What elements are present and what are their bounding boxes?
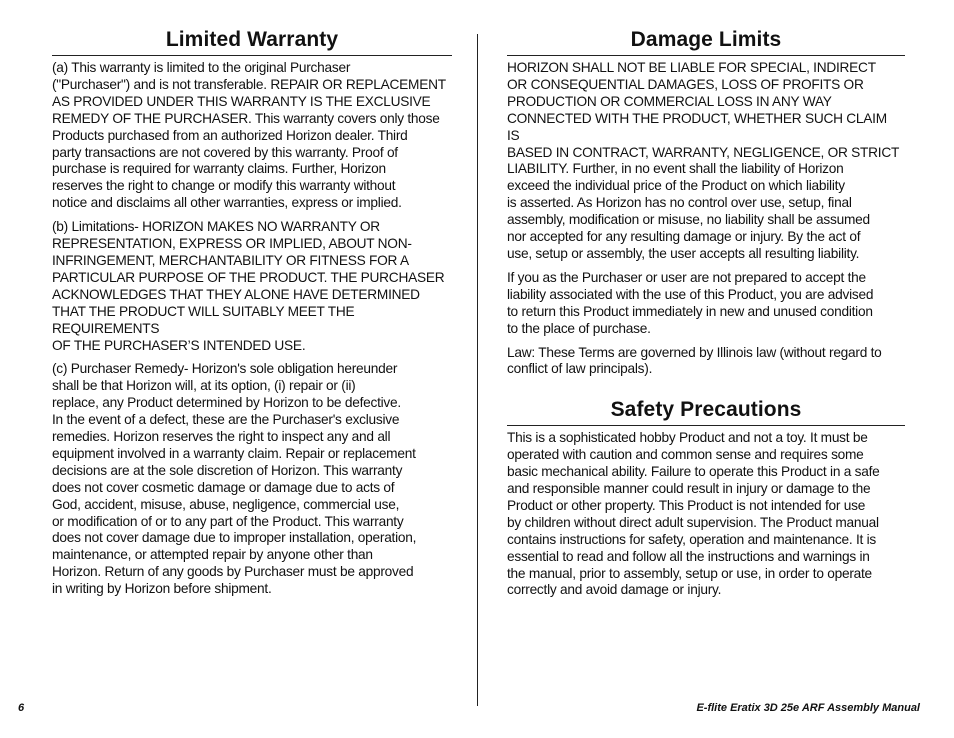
- warranty-paragraph-b: (b) Limitations- HORIZON MAKES NO WARRANTY OR REPRESENTATION, EXPRESS OR IMPLIED, ABOUT NON- INFRINGEMENT, MERCHANTABILITY OR FITNESS FOR A PARTICULAR PURPOSE OF THE PRODUCT. THE PURCHASER ACKNOWLEDGES THAT THEY ALONE HAVE DETERMINED THAT THE PRODUCT WILL SUITABLY MEET THE REQUIREMENTS OF THE PURCHASER’S INTENDED USE.: [52, 219, 445, 353]
- warranty-paragraph-c: (c) Purchaser Remedy- Horizon's sole obligation hereunder shall be that Horizon will, at its option, (i) repair or (ii) replace, any Product determined by Horizon to be defective. In the event of a defect, these are the Purchaser's exclusive remedies. Horizon reserves the right to inspect any and all equipment involved in a warranty claim. Repair or replacement decisions are at the sole discretion of Horizon. This warranty does not cover cosmetic damage or damage due to acts of God, accident, misuse, abuse, negligence, commercial use, or modification of or to any part of the Product. This warranty does not cover damage due to improper installation, operation, maintenance, or attempted repair by anyone other than Horizon. Return of any goods by Purchaser must be approved in writing by Horizon before shipment.: [52, 361, 417, 597]
- damage-limits-heading: Damage Limits: [507, 26, 905, 56]
- left-column: [52, 26, 448, 598]
- right-column: [507, 26, 902, 599]
- safety-precautions-heading: Safety Precautions: [507, 396, 905, 426]
- limited-warranty-heading: Limited Warranty: [52, 26, 452, 56]
- damage-paragraph-3: Law: These Terms are governed by Illinois law (without regard to conflict of law principals).: [507, 344, 882, 377]
- page-number: 6: [18, 702, 25, 714]
- warranty-paragraph-a: (a) This warranty is limited to the original Purchaser ("Purchaser") and is not transferable. REPAIR OR REPLACEMENT AS PROVIDED UNDER THIS WARRANTY IS THE EXCLUSIVE REMEDY OF THE PURCHASER. This warranty covers only those Products purchased from an authorized Horizon dealer. Third party transactions are not covered by this warranty. Proof of purchase is required for warranty claims. Further, Horizon reserves the right to change or modify this warranty without notice and disclaims all other warranties, express or implied.: [52, 60, 446, 211]
- column-divider: [477, 34, 478, 706]
- safety-paragraph-1: This is a sophisticated hobby Product and not a toy. It must be operated with caution and common sense and requires some basic mechanical ability. Failure to operate this Product in a safe and responsible manner could result in injury or damage to the Product or other property. This Product is not intended for use by children without direct adult supervision. The Product manual contains instructions for safety, operation and maintenance. It is essential to read and follow all the instructions and warnings in the manual, prior to assembly, setup or use, in order to operate correctly and avoid damage or injury.: [507, 430, 880, 598]
- damage-paragraph-1: HORIZON SHALL NOT BE LIABLE FOR SPECIAL, INDIRECT OR CONSEQUENTIAL DAMAGES, LOSS OF PROFITS OR PRODUCTION OR COMMERCIAL LOSS IN ANY WAY CONNECTED WITH THE PRODUCT, WHETHER SUCH CLAIM IS BASED IN CONTRACT, WARRANTY, NEGLIGENCE, OR STRICT LIABILITY. Further, in no event shall the liability of Horizon exceed the individual price of the Product on which liability is asserted. As Horizon has no control over use, setup, final assembly, modification or misuse, no liability shall be assumed nor accepted for any resulting damage or injury. By the act of use, setup or assembly, the user accepts all resulting liability.: [507, 60, 900, 261]
- damage-paragraph-2: If you as the Purchaser or user are not prepared to accept the liability associated with the use of this Product, you are advised to return this Product immediately in new and unused condition to the place of purchase.: [507, 269, 874, 336]
- manual-title: E-flite Eratix 3D 25e ARF Assembly Manual: [696, 702, 920, 714]
